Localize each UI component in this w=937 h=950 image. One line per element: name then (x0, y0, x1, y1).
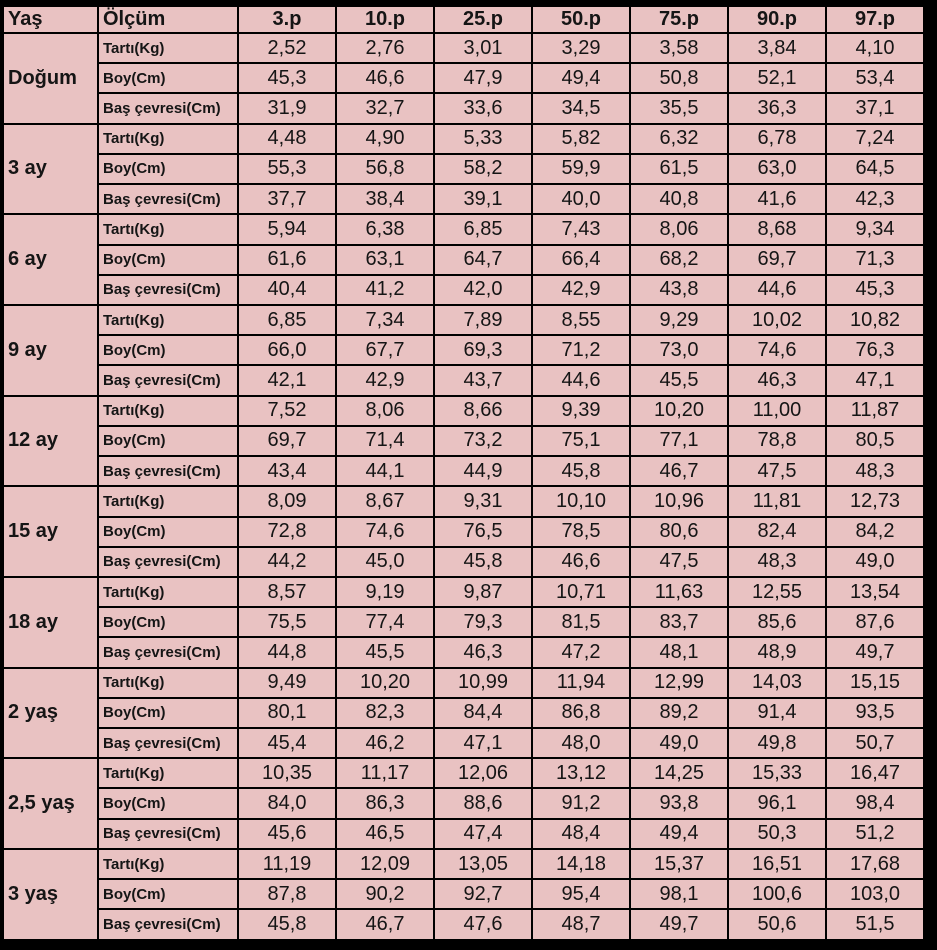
value-cell: 49,7 (826, 637, 924, 667)
value-cell: 48,1 (630, 637, 728, 667)
table-row (3, 909, 924, 940)
value-cell: 64,7 (434, 245, 532, 275)
table-row (3, 93, 924, 123)
value-cell: 2,52 (238, 33, 336, 63)
value-cell: 12,99 (630, 668, 728, 698)
value-cell: 90,2 (336, 879, 434, 909)
value-cell: 11,81 (728, 486, 826, 516)
value-cell: 5,82 (532, 124, 630, 154)
value-cell: 8,68 (728, 214, 826, 244)
value-cell: 72,8 (238, 517, 336, 547)
value-cell: 69,7 (728, 245, 826, 275)
value-cell: 85,6 (728, 607, 826, 637)
age-cell: 9 ay (3, 305, 98, 396)
value-cell: 16,47 (826, 758, 924, 788)
value-cell: 10,20 (630, 396, 728, 426)
value-cell: 79,3 (434, 607, 532, 637)
measurement-label: Boy(Cm) (98, 879, 238, 909)
value-cell: 9,19 (336, 577, 434, 607)
header-row (3, 6, 924, 33)
measurement-label: Baş çevresi(Cm) (98, 184, 238, 214)
percentile-column-header: 75.p (630, 6, 728, 33)
value-cell: 7,34 (336, 305, 434, 335)
value-cell: 48,3 (728, 547, 826, 577)
value-cell: 5,94 (238, 214, 336, 244)
value-cell: 12,55 (728, 577, 826, 607)
value-cell: 64,5 (826, 154, 924, 184)
value-cell: 4,90 (336, 124, 434, 154)
measurement-label: Tartı(Kg) (98, 305, 238, 335)
value-cell: 61,6 (238, 245, 336, 275)
value-cell: 88,6 (434, 788, 532, 818)
value-cell: 91,4 (728, 698, 826, 728)
value-cell: 47,5 (728, 456, 826, 486)
value-cell: 44,6 (728, 275, 826, 305)
value-cell: 40,0 (532, 184, 630, 214)
age-cell: 6 ay (3, 214, 98, 305)
value-cell: 49,0 (630, 728, 728, 758)
value-cell: 42,9 (336, 365, 434, 395)
value-cell: 49,4 (532, 63, 630, 93)
value-cell: 40,8 (630, 184, 728, 214)
value-cell: 5,33 (434, 124, 532, 154)
value-cell: 10,99 (434, 668, 532, 698)
table-row (3, 758, 924, 788)
value-cell: 36,3 (728, 93, 826, 123)
age-cell: 12 ay (3, 396, 98, 487)
value-cell: 66,4 (532, 245, 630, 275)
value-cell: 48,7 (532, 909, 630, 940)
table-row (3, 577, 924, 607)
value-cell: 53,4 (826, 63, 924, 93)
table-row (3, 305, 924, 335)
value-cell: 56,8 (336, 154, 434, 184)
table-row (3, 456, 924, 486)
value-cell: 95,4 (532, 879, 630, 909)
value-cell: 7,89 (434, 305, 532, 335)
table-row (3, 426, 924, 456)
value-cell: 10,35 (238, 758, 336, 788)
value-cell: 51,2 (826, 819, 924, 849)
value-cell: 42,3 (826, 184, 924, 214)
measurement-label: Tartı(Kg) (98, 124, 238, 154)
value-cell: 3,58 (630, 33, 728, 63)
table-row (3, 849, 924, 879)
value-cell: 33,6 (434, 93, 532, 123)
measurement-label: Tartı(Kg) (98, 33, 238, 63)
value-cell: 12,09 (336, 849, 434, 879)
value-cell: 63,0 (728, 154, 826, 184)
measurement-label: Baş çevresi(Cm) (98, 275, 238, 305)
value-cell: 32,7 (336, 93, 434, 123)
table-row (3, 517, 924, 547)
value-cell: 71,3 (826, 245, 924, 275)
value-cell: 10,82 (826, 305, 924, 335)
measurement-label: Tartı(Kg) (98, 668, 238, 698)
table-row (3, 547, 924, 577)
table-row (3, 819, 924, 849)
value-cell: 34,5 (532, 93, 630, 123)
value-cell: 46,2 (336, 728, 434, 758)
value-cell: 4,10 (826, 33, 924, 63)
value-cell: 10,96 (630, 486, 728, 516)
value-cell: 74,6 (728, 335, 826, 365)
value-cell: 13,05 (434, 849, 532, 879)
value-cell: 52,1 (728, 63, 826, 93)
value-cell: 15,37 (630, 849, 728, 879)
value-cell: 75,5 (238, 607, 336, 637)
value-cell: 84,2 (826, 517, 924, 547)
value-cell: 9,87 (434, 577, 532, 607)
table-row (3, 184, 924, 214)
value-cell: 50,3 (728, 819, 826, 849)
value-cell: 44,8 (238, 637, 336, 667)
value-cell: 83,7 (630, 607, 728, 637)
value-cell: 45,8 (238, 909, 336, 940)
value-cell: 87,8 (238, 879, 336, 909)
value-cell: 7,24 (826, 124, 924, 154)
value-cell: 13,54 (826, 577, 924, 607)
value-cell: 93,5 (826, 698, 924, 728)
value-cell: 8,09 (238, 486, 336, 516)
value-cell: 78,8 (728, 426, 826, 456)
age-column-header: Yaş (3, 6, 98, 33)
percentile-column-header: 10.p (336, 6, 434, 33)
table-row (3, 637, 924, 667)
value-cell: 43,7 (434, 365, 532, 395)
value-cell: 80,5 (826, 426, 924, 456)
value-cell: 6,38 (336, 214, 434, 244)
measurement-label: Tartı(Kg) (98, 758, 238, 788)
value-cell: 8,66 (434, 396, 532, 426)
value-cell: 45,8 (532, 456, 630, 486)
value-cell: 9,29 (630, 305, 728, 335)
value-cell: 69,7 (238, 426, 336, 456)
value-cell: 50,7 (826, 728, 924, 758)
value-cell: 31,9 (238, 93, 336, 123)
age-cell: 18 ay (3, 577, 98, 668)
value-cell: 76,3 (826, 335, 924, 365)
age-cell: 3 ay (3, 124, 98, 215)
value-cell: 38,4 (336, 184, 434, 214)
value-cell: 75,1 (532, 426, 630, 456)
value-cell: 3,01 (434, 33, 532, 63)
value-cell: 81,5 (532, 607, 630, 637)
value-cell: 4,48 (238, 124, 336, 154)
value-cell: 46,3 (728, 365, 826, 395)
value-cell: 48,4 (532, 819, 630, 849)
value-cell: 45,0 (336, 547, 434, 577)
value-cell: 12,73 (826, 486, 924, 516)
value-cell: 51,5 (826, 909, 924, 940)
value-cell: 100,6 (728, 879, 826, 909)
value-cell: 8,06 (336, 396, 434, 426)
value-cell: 46,3 (434, 637, 532, 667)
value-cell: 6,85 (238, 305, 336, 335)
value-cell: 55,3 (238, 154, 336, 184)
age-cell: 2 yaş (3, 668, 98, 759)
value-cell: 12,06 (434, 758, 532, 788)
measurement-label: Boy(Cm) (98, 245, 238, 275)
value-cell: 3,29 (532, 33, 630, 63)
value-cell: 71,2 (532, 335, 630, 365)
value-cell: 45,5 (336, 637, 434, 667)
value-cell: 3,84 (728, 33, 826, 63)
value-cell: 17,68 (826, 849, 924, 879)
value-cell: 48,3 (826, 456, 924, 486)
value-cell: 103,0 (826, 879, 924, 909)
value-cell: 43,4 (238, 456, 336, 486)
value-cell: 16,51 (728, 849, 826, 879)
value-cell: 48,0 (532, 728, 630, 758)
value-cell: 42,1 (238, 365, 336, 395)
measurement-label: Tartı(Kg) (98, 396, 238, 426)
measurement-label: Baş çevresi(Cm) (98, 637, 238, 667)
value-cell: 35,5 (630, 93, 728, 123)
value-cell: 78,5 (532, 517, 630, 547)
value-cell: 6,32 (630, 124, 728, 154)
table-row (3, 396, 924, 426)
value-cell: 50,6 (728, 909, 826, 940)
value-cell: 86,8 (532, 698, 630, 728)
value-cell: 15,15 (826, 668, 924, 698)
measurement-label: Tartı(Kg) (98, 486, 238, 516)
value-cell: 44,2 (238, 547, 336, 577)
measurement-label: Baş çevresi(Cm) (98, 909, 238, 940)
measurement-label: Baş çevresi(Cm) (98, 365, 238, 395)
value-cell: 71,4 (336, 426, 434, 456)
table-row (3, 33, 924, 63)
table-row (3, 668, 924, 698)
value-cell: 66,0 (238, 335, 336, 365)
value-cell: 63,1 (336, 245, 434, 275)
table-header (3, 6, 924, 33)
value-cell: 42,0 (434, 275, 532, 305)
value-cell: 45,6 (238, 819, 336, 849)
value-cell: 47,1 (434, 728, 532, 758)
value-cell: 8,57 (238, 577, 336, 607)
value-cell: 73,2 (434, 426, 532, 456)
measurement-label: Boy(Cm) (98, 517, 238, 547)
value-cell: 37,7 (238, 184, 336, 214)
measurement-column-header: Ölçüm (98, 6, 238, 33)
value-cell: 92,7 (434, 879, 532, 909)
value-cell: 47,5 (630, 547, 728, 577)
value-cell: 58,2 (434, 154, 532, 184)
value-cell: 11,19 (238, 849, 336, 879)
measurement-label: Boy(Cm) (98, 426, 238, 456)
value-cell: 68,2 (630, 245, 728, 275)
value-cell: 47,6 (434, 909, 532, 940)
value-cell: 11,63 (630, 577, 728, 607)
value-cell: 46,6 (336, 63, 434, 93)
growth-percentile-table (2, 5, 925, 941)
age-cell: Doğum (3, 33, 98, 124)
value-cell: 44,6 (532, 365, 630, 395)
table-row (3, 63, 924, 93)
value-cell: 46,7 (336, 909, 434, 940)
value-cell: 7,43 (532, 214, 630, 244)
table-row (3, 124, 924, 154)
value-cell: 84,0 (238, 788, 336, 818)
value-cell: 9,39 (532, 396, 630, 426)
value-cell: 40,4 (238, 275, 336, 305)
value-cell: 45,4 (238, 728, 336, 758)
value-cell: 15,33 (728, 758, 826, 788)
value-cell: 69,3 (434, 335, 532, 365)
value-cell: 10,10 (532, 486, 630, 516)
value-cell: 11,87 (826, 396, 924, 426)
value-cell: 41,2 (336, 275, 434, 305)
value-cell: 6,85 (434, 214, 532, 244)
value-cell: 8,06 (630, 214, 728, 244)
value-cell: 74,6 (336, 517, 434, 547)
value-cell: 77,4 (336, 607, 434, 637)
percentile-column-header: 25.p (434, 6, 532, 33)
measurement-label: Baş çevresi(Cm) (98, 93, 238, 123)
table-row (3, 154, 924, 184)
measurement-label: Tartı(Kg) (98, 849, 238, 879)
measurement-label: Boy(Cm) (98, 607, 238, 637)
value-cell: 10,20 (336, 668, 434, 698)
value-cell: 73,0 (630, 335, 728, 365)
table-row (3, 275, 924, 305)
measurement-label: Baş çevresi(Cm) (98, 456, 238, 486)
value-cell: 49,7 (630, 909, 728, 940)
value-cell: 48,9 (728, 637, 826, 667)
value-cell: 11,94 (532, 668, 630, 698)
value-cell: 67,7 (336, 335, 434, 365)
value-cell: 49,0 (826, 547, 924, 577)
age-cell: 15 ay (3, 486, 98, 577)
percentile-column-header: 97.p (826, 6, 924, 33)
table-row (3, 728, 924, 758)
value-cell: 47,9 (434, 63, 532, 93)
value-cell: 47,1 (826, 365, 924, 395)
value-cell: 7,52 (238, 396, 336, 426)
value-cell: 2,76 (336, 33, 434, 63)
value-cell: 50,8 (630, 63, 728, 93)
measurement-label: Tartı(Kg) (98, 577, 238, 607)
percentile-column-header: 3.p (238, 6, 336, 33)
table-row (3, 335, 924, 365)
table-row (3, 486, 924, 516)
table-row (3, 365, 924, 395)
table-body (3, 33, 924, 940)
value-cell: 98,1 (630, 879, 728, 909)
measurement-label: Baş çevresi(Cm) (98, 728, 238, 758)
value-cell: 82,4 (728, 517, 826, 547)
value-cell: 44,9 (434, 456, 532, 486)
percentile-column-header: 90.p (728, 6, 826, 33)
table-row (3, 214, 924, 244)
value-cell: 98,4 (826, 788, 924, 818)
value-cell: 42,9 (532, 275, 630, 305)
value-cell: 77,1 (630, 426, 728, 456)
table-row (3, 245, 924, 275)
value-cell: 6,78 (728, 124, 826, 154)
value-cell: 86,3 (336, 788, 434, 818)
measurement-label: Boy(Cm) (98, 335, 238, 365)
value-cell: 14,03 (728, 668, 826, 698)
value-cell: 80,6 (630, 517, 728, 547)
value-cell: 10,02 (728, 305, 826, 335)
value-cell: 43,8 (630, 275, 728, 305)
value-cell: 91,2 (532, 788, 630, 818)
measurement-label: Boy(Cm) (98, 788, 238, 818)
value-cell: 46,5 (336, 819, 434, 849)
table-row (3, 788, 924, 818)
value-cell: 84,4 (434, 698, 532, 728)
value-cell: 39,1 (434, 184, 532, 214)
value-cell: 46,7 (630, 456, 728, 486)
measurement-label: Boy(Cm) (98, 698, 238, 728)
percentile-column-header: 50.p (532, 6, 630, 33)
value-cell: 45,8 (434, 547, 532, 577)
value-cell: 45,5 (630, 365, 728, 395)
measurement-label: Baş çevresi(Cm) (98, 819, 238, 849)
table-row (3, 607, 924, 637)
value-cell: 14,25 (630, 758, 728, 788)
value-cell: 41,6 (728, 184, 826, 214)
value-cell: 8,55 (532, 305, 630, 335)
value-cell: 11,17 (336, 758, 434, 788)
value-cell: 49,8 (728, 728, 826, 758)
value-cell: 47,4 (434, 819, 532, 849)
value-cell: 87,6 (826, 607, 924, 637)
value-cell: 76,5 (434, 517, 532, 547)
value-cell: 59,9 (532, 154, 630, 184)
value-cell: 45,3 (238, 63, 336, 93)
value-cell: 45,3 (826, 275, 924, 305)
value-cell: 14,18 (532, 849, 630, 879)
value-cell: 8,67 (336, 486, 434, 516)
value-cell: 89,2 (630, 698, 728, 728)
value-cell: 49,4 (630, 819, 728, 849)
table-row (3, 698, 924, 728)
value-cell: 47,2 (532, 637, 630, 667)
value-cell: 9,49 (238, 668, 336, 698)
value-cell: 46,6 (532, 547, 630, 577)
value-cell: 61,5 (630, 154, 728, 184)
value-cell: 93,8 (630, 788, 728, 818)
age-cell: 3 yaş (3, 849, 98, 940)
value-cell: 82,3 (336, 698, 434, 728)
age-cell: 2,5 yaş (3, 758, 98, 849)
value-cell: 13,12 (532, 758, 630, 788)
table-row (3, 879, 924, 909)
measurement-label: Baş çevresi(Cm) (98, 547, 238, 577)
value-cell: 37,1 (826, 93, 924, 123)
value-cell: 11,00 (728, 396, 826, 426)
value-cell: 9,34 (826, 214, 924, 244)
value-cell: 10,71 (532, 577, 630, 607)
value-cell: 80,1 (238, 698, 336, 728)
measurement-label: Boy(Cm) (98, 63, 238, 93)
measurement-label: Tartı(Kg) (98, 214, 238, 244)
value-cell: 9,31 (434, 486, 532, 516)
value-cell: 44,1 (336, 456, 434, 486)
value-cell: 96,1 (728, 788, 826, 818)
measurement-label: Boy(Cm) (98, 154, 238, 184)
